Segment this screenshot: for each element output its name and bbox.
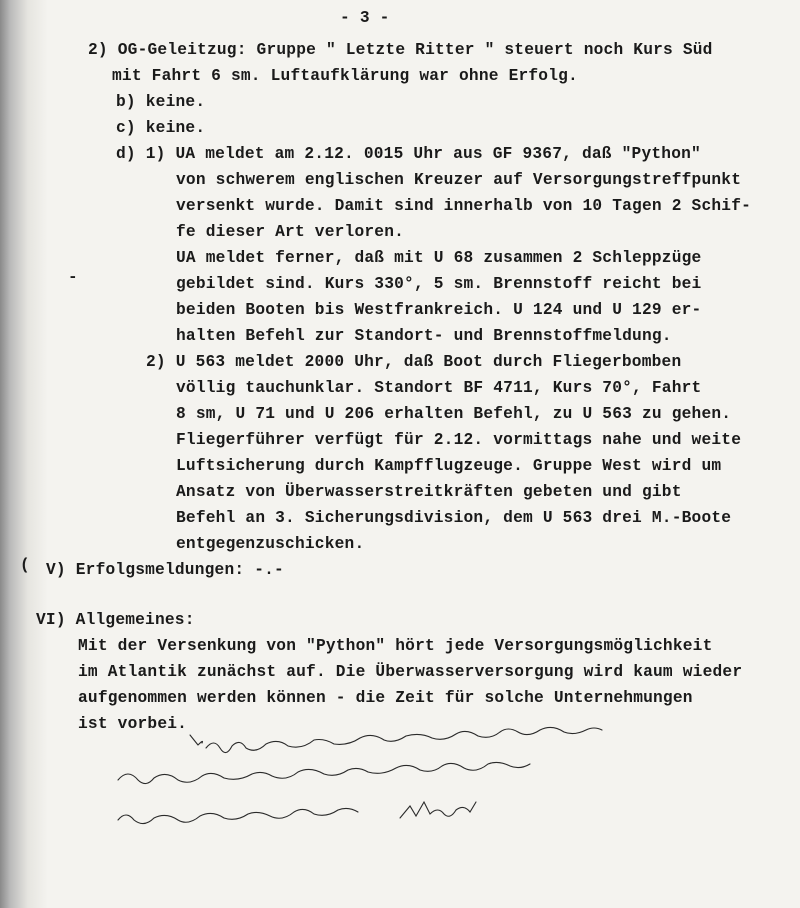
text-line: entgegenzuschicken. <box>176 535 365 553</box>
text-line: im Atlantik zunächst auf. Die Überwasserversorgung wird kaum wieder <box>78 663 743 681</box>
text-line: fe dieser Art verloren. <box>176 223 405 241</box>
text-line: Befehl an 3. Sicherungsdivision, dem U 563 drei M.-Boote <box>176 509 732 527</box>
text-line: d) 1) UA meldet am 2.12. 0015 Uhr aus GF 9367, daß "Python" <box>116 145 701 163</box>
text-line: ist vorbei. <box>78 715 188 733</box>
text-line: beiden Booten bis Westfrankreich. U 124 und U 129 er- <box>176 301 702 319</box>
text-line: gebildet sind. Kurs 330°, 5 sm. Brennstoff reicht bei <box>176 275 702 293</box>
text-line: völlig tauchunklar. Standort BF 4711, Kurs 70°, Fahrt <box>176 379 702 397</box>
page-number: - 3 - <box>340 9 390 27</box>
text-line: versenkt wurde. Damit sind innerhalb von 10 Tagen 2 Schif- <box>176 197 752 215</box>
section-heading: VI) Allgemeines: <box>36 611 195 629</box>
text-line: 2) OG-Geleitzug: Gruppe " Letzte Ritter " steuert noch Kurs Süd <box>88 41 713 59</box>
section-heading: V) Erfolgsmeldungen: -.- <box>46 561 284 579</box>
margin-bracket: ( <box>20 556 30 574</box>
text-line: mit Fahrt 6 sm. Luftaufklärung war ohne Erfolg. <box>112 67 578 85</box>
text-line: Ansatz von Überwasserstreitkräften gebeten und gibt <box>176 483 682 501</box>
text-line: Fliegerführer verfügt für 2.12. vormittags nahe und weite <box>176 431 742 449</box>
text-line: Luftsicherung durch Kampfflugzeuge. Gruppe West wird um <box>176 457 722 475</box>
text-line: halten Befehl zur Standort- und Brennstoffmeldung. <box>176 327 672 345</box>
text-line: UA meldet ferner, daß mit U 68 zusammen 2 Schleppzüge <box>176 249 702 267</box>
text-line: von schwerem englischen Kreuzer auf Versorgungstreffpunkt <box>176 171 742 189</box>
text-line: Mit der Versenkung von "Python" hört jede Versorgungsmöglichkeit <box>78 637 713 655</box>
text-line: 8 sm, U 71 und U 206 erhalten Befehl, zu U 563 zu gehen. <box>176 405 732 423</box>
text-line: aufgenommen werden können - die Zeit für solche Unternehmungen <box>78 689 693 707</box>
text-line: c) keine. <box>116 119 206 137</box>
text-line: 2) U 563 meldet 2000 Uhr, daß Boot durch Fliegerbomben <box>146 353 682 371</box>
margin-dash: - <box>68 268 78 286</box>
text-line: b) keine. <box>116 93 206 111</box>
